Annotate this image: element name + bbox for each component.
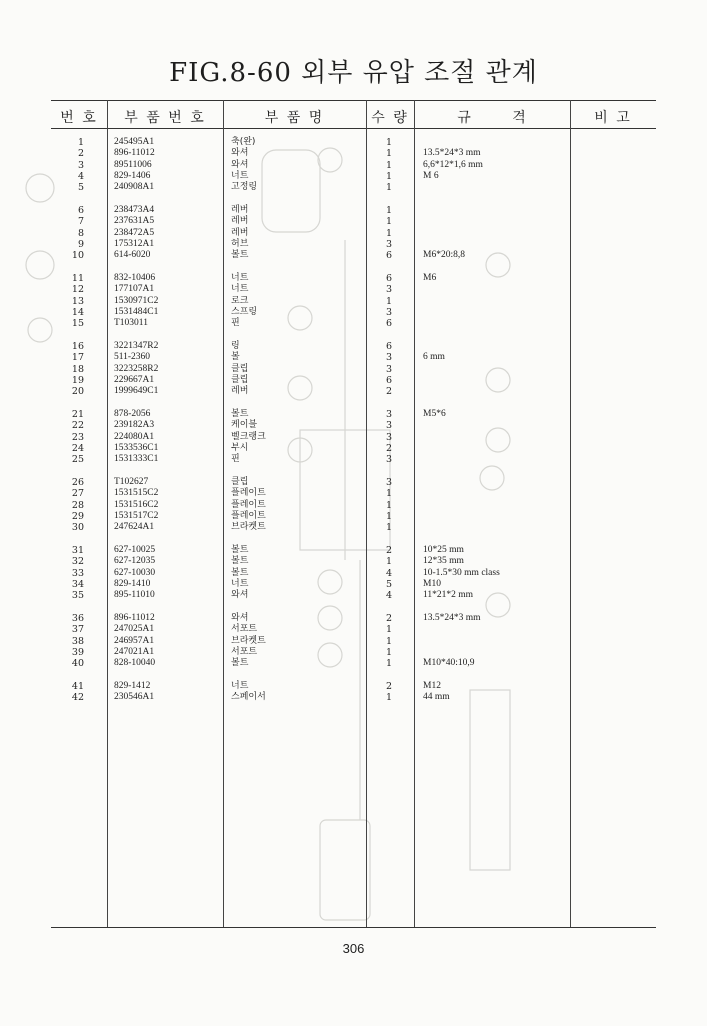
part-quantity: 6 [385, 273, 393, 284]
part-quantity: 2 [385, 442, 393, 454]
part-name: 서포트 [231, 646, 258, 657]
part-quantity: 1 [385, 658, 393, 670]
part-number: 3223258R2 [114, 363, 159, 374]
table-row [0, 545, 707, 556]
table-row [0, 386, 707, 397]
part-index: 14 [71, 306, 84, 318]
part-index: 35 [71, 590, 84, 602]
part-name: 볼트 [231, 250, 249, 261]
table-row [0, 250, 707, 261]
part-number: 1531517C2 [114, 510, 159, 521]
part-number: 627-12035 [114, 556, 156, 567]
part-quantity: 1 [385, 148, 393, 160]
table-row [0, 613, 707, 624]
table-row [0, 568, 707, 579]
part-name: 너트 [231, 273, 249, 283]
part-name: 레버 [231, 216, 249, 227]
header-no: 번 호 [60, 110, 98, 126]
part-name: 와셔 [231, 148, 249, 159]
part-quantity: 2 [385, 545, 393, 556]
part-name: 브라켓트 [231, 635, 266, 646]
part-number: 829-1412 [114, 681, 151, 691]
table-row [0, 239, 707, 250]
part-spec: 44 mm [423, 692, 450, 703]
table-row [0, 216, 707, 227]
part-name: 플레이트 [231, 499, 266, 510]
part-name: 브라켓트 [231, 522, 266, 533]
part-index: 41 [71, 681, 84, 692]
part-quantity: 3 [385, 363, 393, 375]
part-number: 247624A1 [114, 522, 155, 533]
part-index: 13 [71, 295, 84, 307]
part-index: 23 [71, 431, 84, 443]
part-number: 240908A1 [114, 182, 155, 193]
table-row [0, 341, 707, 352]
part-name: 레버 [231, 205, 249, 215]
part-number: 238473A4 [114, 205, 155, 215]
table-row [0, 307, 707, 318]
part-index: 39 [71, 646, 84, 658]
table-row [0, 318, 707, 329]
part-quantity: 3 [385, 284, 393, 296]
part-number: 246957A1 [114, 635, 155, 646]
part-quantity: 1 [385, 227, 393, 239]
part-spec: 13.5*24*3 mm [423, 613, 481, 623]
part-number: 1999649C1 [114, 386, 159, 397]
part-index: 19 [71, 374, 84, 386]
part-number: 878-2056 [114, 409, 151, 419]
part-number: 895-11010 [114, 590, 155, 601]
part-spec: 6,6*12*1,6 mm [423, 159, 483, 170]
part-number: 239182A3 [114, 420, 155, 431]
part-index: 6 [77, 205, 84, 216]
part-name: 클립 [231, 363, 249, 374]
part-name: 서포트 [231, 624, 258, 635]
part-name: 허브 [231, 238, 249, 249]
part-name: 로크 [231, 295, 249, 306]
part-name: 핀 [231, 318, 240, 329]
part-number: 832-10406 [114, 273, 156, 283]
table-row [0, 228, 707, 239]
header-remarks: 비 고 [594, 110, 632, 126]
part-quantity: 1 [385, 216, 393, 228]
part-number: 829-1406 [114, 170, 151, 181]
table-row [0, 171, 707, 182]
part-number: 224080A1 [114, 431, 155, 442]
part-quantity: 2 [385, 386, 393, 398]
part-number: 1530971C2 [114, 295, 159, 306]
part-index: 15 [71, 318, 84, 330]
part-index: 24 [71, 442, 84, 454]
part-number: 828-10040 [114, 658, 156, 669]
part-quantity: 1 [385, 295, 393, 307]
part-number: 511-2360 [114, 352, 151, 363]
part-index: 27 [71, 488, 84, 500]
table-row [0, 148, 707, 159]
part-spec: 11*21*2 mm [423, 590, 474, 601]
table-row [0, 477, 707, 488]
part-number: T102627 [114, 477, 149, 487]
part-number: 238472A5 [114, 227, 155, 238]
part-number: 829-1410 [114, 578, 151, 589]
part-quantity: 1 [385, 556, 393, 568]
part-name: 볼트 [231, 409, 249, 419]
table-row [0, 590, 707, 601]
part-name: 고정링 [231, 182, 258, 193]
table-row [0, 511, 707, 522]
table-row [0, 658, 707, 669]
part-name: 너트 [231, 578, 249, 589]
part-name: 플레이트 [231, 488, 266, 499]
part-spec: M10 [423, 578, 441, 589]
part-quantity: 1 [385, 170, 393, 182]
part-name: 너트 [231, 681, 249, 691]
part-quantity: 3 [385, 431, 393, 443]
part-index: 8 [77, 227, 84, 239]
part-quantity: 3 [385, 409, 393, 420]
part-name: 레버 [231, 227, 249, 238]
part-number: 245495A1 [114, 137, 155, 147]
part-quantity: 1 [385, 692, 393, 704]
part-index: 16 [71, 341, 84, 352]
part-spec: M6 [423, 273, 437, 283]
table-row [0, 579, 707, 590]
part-quantity: 6 [385, 250, 393, 262]
table-row [0, 420, 707, 431]
part-name: 볼트 [231, 567, 249, 578]
part-quantity: 1 [385, 137, 393, 148]
table-bottom-rule [51, 927, 656, 928]
part-spec: M12 [423, 681, 441, 691]
part-number: 89511006 [114, 159, 152, 170]
part-index: 21 [71, 409, 84, 420]
part-index: 22 [71, 420, 84, 432]
part-index: 10 [71, 250, 84, 262]
part-name: 핀 [231, 454, 240, 465]
header-spec-left: 규 [457, 110, 473, 126]
part-quantity: 1 [385, 159, 393, 171]
part-name: 너트 [231, 284, 249, 295]
table-row [0, 556, 707, 567]
part-quantity: 1 [385, 624, 393, 636]
table-row [0, 296, 707, 307]
part-index: 40 [71, 658, 84, 670]
header-part-name: 부 품 명 [264, 110, 325, 126]
part-quantity: 2 [385, 613, 393, 624]
part-name: 부시 [231, 442, 249, 453]
part-name: 와셔 [231, 590, 249, 601]
header-bottom-rule [51, 128, 656, 129]
part-number: 247021A1 [114, 646, 155, 657]
part-index: 42 [71, 692, 84, 704]
part-name: 클립 [231, 477, 249, 487]
part-number: 896-11012 [114, 613, 155, 623]
table-row [0, 522, 707, 533]
part-spec: 6 mm [423, 352, 445, 363]
part-index: 5 [77, 182, 84, 194]
part-number: 1531515C2 [114, 488, 159, 499]
table-row [0, 205, 707, 216]
part-quantity: 3 [385, 352, 393, 364]
part-quantity: 3 [385, 477, 393, 488]
part-index: 20 [71, 386, 84, 398]
part-name: 스페이서 [231, 692, 266, 703]
part-quantity: 1 [385, 646, 393, 658]
part-quantity: 1 [385, 510, 393, 522]
part-quantity: 3 [385, 238, 393, 250]
part-number: 1531516C2 [114, 499, 159, 510]
page-number: 306 [342, 941, 365, 956]
part-quantity: 5 [385, 578, 393, 590]
table-row [0, 454, 707, 465]
part-quantity: 3 [385, 420, 393, 432]
part-spec: 12*35 mm [423, 556, 464, 567]
table-row [0, 624, 707, 635]
table-row [0, 636, 707, 647]
part-number: 247025A1 [114, 624, 155, 635]
part-name: 볼트 [231, 658, 249, 669]
part-number: 1531484C1 [114, 306, 159, 317]
part-quantity: 6 [385, 374, 393, 386]
part-number: 177107A1 [114, 284, 155, 295]
part-index: 25 [71, 454, 84, 466]
table-row [0, 375, 707, 386]
part-spec: M 6 [423, 170, 439, 181]
table-row [0, 647, 707, 658]
part-quantity: 4 [385, 590, 393, 602]
part-number: 614-6020 [114, 250, 151, 261]
part-name: 축(완) [231, 137, 256, 147]
part-index: 3 [77, 159, 84, 171]
part-index: 1 [77, 137, 84, 148]
part-index: 26 [71, 477, 84, 488]
part-index: 12 [71, 284, 84, 296]
part-quantity: 1 [385, 499, 393, 511]
part-quantity: 1 [385, 522, 393, 534]
part-index: 4 [77, 170, 84, 182]
part-spec: M10*40:10,9 [423, 658, 475, 669]
part-index: 34 [71, 578, 84, 590]
part-number: 896-11012 [114, 148, 155, 159]
part-index: 32 [71, 556, 84, 568]
part-number: T103011 [114, 318, 148, 329]
part-name: 볼 [231, 352, 240, 363]
part-quantity: 1 [385, 205, 393, 216]
part-spec: M6*20:8,8 [423, 250, 465, 261]
part-number: 1533536C1 [114, 442, 159, 453]
table-row [0, 352, 707, 363]
part-number: 627-10030 [114, 567, 156, 578]
part-spec: M5*6 [423, 409, 446, 419]
part-name: 너트 [231, 170, 249, 181]
part-index: 37 [71, 624, 84, 636]
part-quantity: 1 [385, 635, 393, 647]
part-number: 627-10025 [114, 545, 156, 555]
part-index: 9 [77, 238, 84, 250]
table-row [0, 500, 707, 511]
header-quantity: 수 량 [371, 110, 409, 126]
header-spec-right: 격 [512, 110, 528, 126]
part-name: 벨크랭크 [231, 431, 266, 442]
part-name: 케이블 [231, 420, 258, 431]
part-number: 1531333C1 [114, 454, 159, 465]
table-row [0, 432, 707, 443]
part-spec: 10-1.5*30 mm class [423, 567, 500, 578]
part-name: 클립 [231, 374, 249, 385]
part-name: 레버 [231, 386, 249, 397]
part-quantity: 2 [385, 681, 393, 692]
part-index: 30 [71, 522, 84, 534]
part-quantity: 6 [385, 318, 393, 330]
part-quantity: 1 [385, 182, 393, 194]
part-quantity: 3 [385, 306, 393, 318]
table-row [0, 182, 707, 193]
part-name: 와셔 [231, 159, 249, 170]
part-spec: 10*25 mm [423, 545, 464, 555]
part-number: 229667A1 [114, 374, 155, 385]
part-quantity: 1 [385, 488, 393, 500]
part-index: 33 [71, 567, 84, 579]
part-index: 7 [77, 216, 84, 228]
part-index: 36 [71, 613, 84, 624]
part-number: 175312A1 [114, 238, 155, 249]
part-number: 230546A1 [114, 692, 155, 703]
table-row [0, 160, 707, 171]
part-name: 와셔 [231, 613, 249, 623]
part-index: 17 [71, 352, 84, 364]
table-row [0, 284, 707, 295]
table-row [0, 488, 707, 499]
part-quantity: 6 [385, 341, 393, 352]
part-number: 237631A5 [114, 216, 155, 227]
part-index: 28 [71, 499, 84, 511]
part-number: 3221347R2 [114, 341, 159, 351]
part-quantity: 4 [385, 567, 393, 579]
part-quantity: 3 [385, 454, 393, 466]
table-row [0, 681, 707, 692]
part-index: 31 [71, 545, 84, 556]
table-row [0, 364, 707, 375]
part-index: 18 [71, 363, 84, 375]
table-row [0, 273, 707, 284]
table-row [0, 137, 707, 148]
part-spec: 13.5*24*3 mm [423, 148, 481, 159]
part-name: 볼트 [231, 556, 249, 567]
header-part-number: 부 품 번 호 [124, 110, 206, 126]
part-name: 스프링 [231, 306, 258, 317]
table-top-rule [51, 100, 656, 101]
part-name: 플레이트 [231, 510, 266, 521]
part-index: 11 [71, 273, 84, 284]
table-row [0, 409, 707, 420]
table-row [0, 443, 707, 454]
part-index: 29 [71, 510, 84, 522]
part-name: 링 [231, 341, 240, 351]
part-index: 38 [71, 635, 84, 647]
table-row [0, 692, 707, 703]
figure-title: FIG.8-60 외부 유압 조절 관계 [169, 58, 538, 88]
part-name: 볼트 [231, 545, 249, 555]
part-index: 2 [77, 148, 84, 160]
